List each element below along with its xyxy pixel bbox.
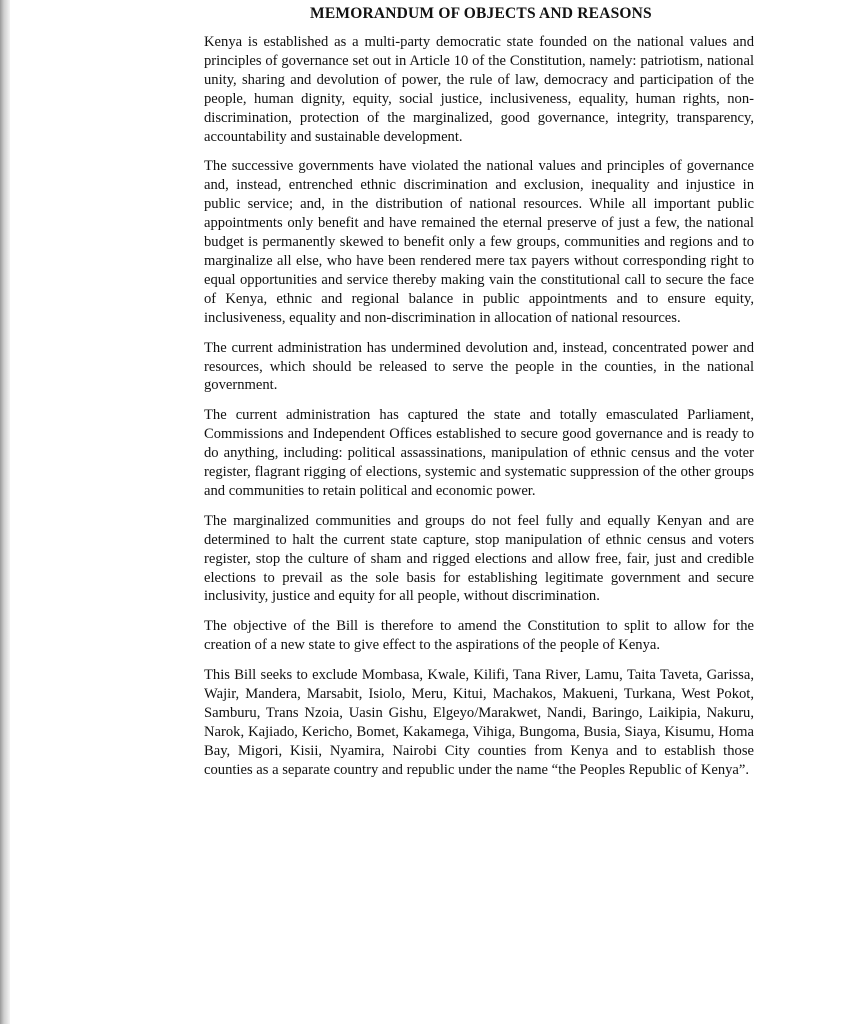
document-title: MEMORANDUM OF OBJECTS AND REASONS [310, 5, 652, 22]
paragraph-counties-excluded: This Bill seeks to exclude Mombasa, Kwale, Kilifi, Tana River, Lamu, Taita Taveta, Garissa, Wajir, Mandera, Marsabit, Isiolo, Meru, Kitui, Machakos, Makueni, Turkana, West Pokot, Samburu, Trans Nzoia, Uasin Gishu, Elgeyo/Marakwet, Nandi, Baringo, Laikipia, Nakuru, Narok, Kajiado, Kericho, Bomet, Kakamega, Vihiga, Bungoma, Busia, Siaya, Kisumu, Homa Bay, Migori, Kisii, Nyamira, Nairobi City counties from Kenya and to establish those counties as a separate country and republic under the name “the Peoples Republic of Kenya”. [204, 667, 754, 778]
paragraph-marginalized-communities: The marginalized communities and groups do not feel fully and equally Kenyan and are determined to halt the current state capture, stop manipulation of ethnic census and voters register, stop the culture of sham and rigged elections and allow free, fair, just and credible elections to prevail as the sole basis for establishing legitimate government and secure inclusivity, justice and equity for all people, without discrimination. [204, 512, 754, 605]
page-edge-shadow [0, 0, 10, 1024]
paragraph-devolution: The current administration has undermined devolution and, instead, concentrated power and resources, which should be released to serve the people in the counties, in the national government. [204, 339, 754, 394]
paragraph-national-values: Kenya is established as a multi-party democratic state founded on the national values and principles of governance set out in Article 10 of the Constitution, namely: patriotism, national unity, sharing and devolution of power, the rule of law, democracy and participation of the people, human dignity, equity, social justice, inclusiveness, equality, human rights, non-discrimination, protection of the marginalized, good governance, integrity, transparency, accountability and sustainable development. [204, 34, 754, 145]
paragraph-state-capture: The current administration has captured the state and totally emasculated Parliament, Commissions and Independent Offices established to secure good governance and is ready to do anything, including: political assassinations, manipulation of ethnic census and the voter register, flagrant rigging of elections, systemic and systematic suppression of the other groups and communities to retain political and economic power. [204, 407, 754, 499]
document-page [14, 0, 858, 1024]
paragraph-successive-governments: The successive governments have violated the national values and principles of governance and, instead, entrenched ethnic discrimination and exclusion, inequality and injustice in public service; and, in the distribution of national resources. While all important public appointments only benefit and have remained the eternal preserve of just a few, the national budget is permanently skewed to benefit only a few groups, communities and regions and to marginalize all else, who have been rendered mere tax payers without corresponding right to equal opportunities and service thereby making vain the constitutional call to secure the face of Kenya, ethnic and regional balance in public appointments and to ensure equity, inclusiveness, equality and non-discrimination in allocation of national resources. [204, 158, 754, 326]
document-body [204, 33, 754, 791]
paragraph-bill-objective: The objective of the Bill is therefore to amend the Constitution to split to allow for the creation of a new state to give effect to the aspirations of the people of Kenya. [204, 618, 754, 654]
